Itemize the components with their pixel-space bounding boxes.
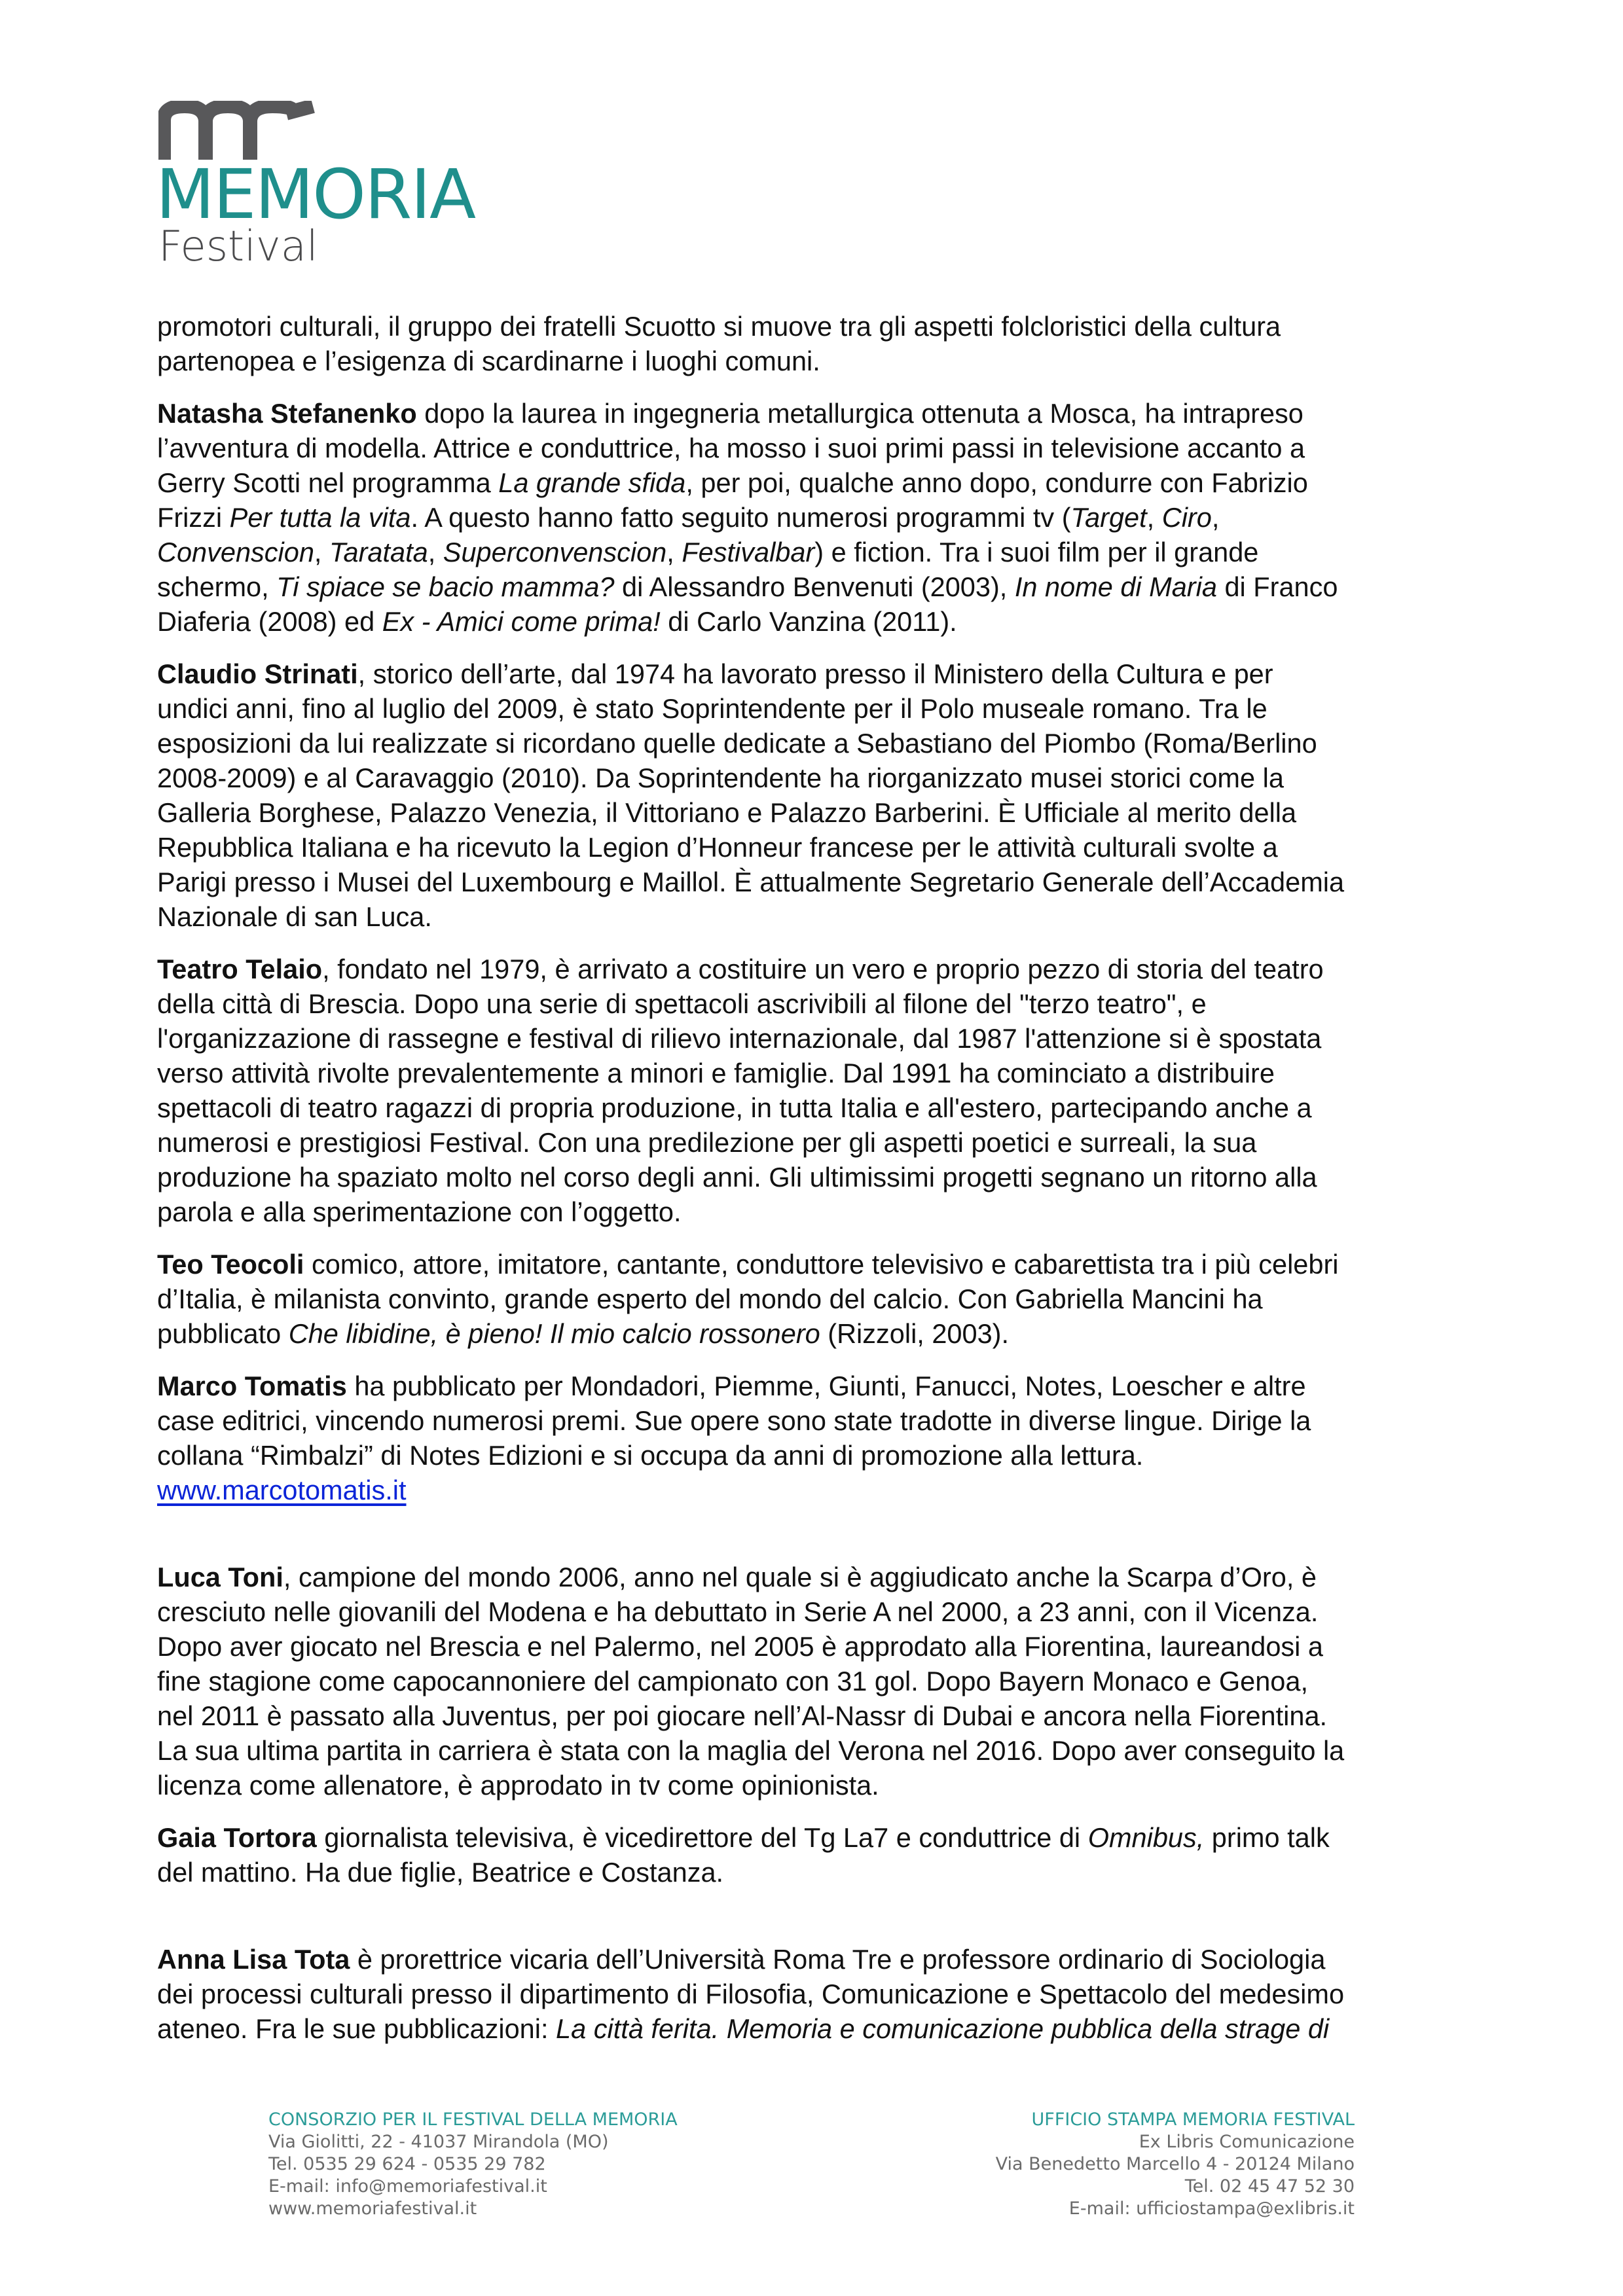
person-name: Claudio Strinati bbox=[157, 658, 358, 689]
text-line bbox=[157, 899, 1493, 934]
work-title: La città ferita. Memoria e comunicazione pubblica della strage di bbox=[556, 2013, 1330, 2044]
work-title: La grande sfida bbox=[498, 467, 686, 498]
bio-paragraph-tota bbox=[157, 1942, 1493, 2046]
text-segment: promotori culturali, il gruppo dei fratelli Scuotto si muove tra gli aspetti folcloristici della cultura bbox=[157, 311, 1281, 342]
text-segment: cresciuto nelle giovanili del Modena e ha debuttato in Serie A nel 2000, a 23 anni, con il Vicenza. bbox=[157, 1596, 1319, 1627]
text-segment: Frizzi bbox=[157, 502, 230, 533]
text-segment: case editrici, vincendo numerosi premi. Sue opere sono state tradotte in diverse lingue. Dirige la bbox=[157, 1405, 1311, 1436]
person-name: Gaia Tortora bbox=[157, 1822, 317, 1853]
work-title: Ex - Amici come prima! bbox=[382, 606, 661, 637]
text-line bbox=[157, 865, 1493, 899]
footer-consortium bbox=[268, 2109, 678, 2220]
footer-press-email[interactable]: E-mail: ufficiostampa@exlibris.it bbox=[1068, 2198, 1355, 2219]
text-line bbox=[157, 1473, 1493, 1507]
text-segment: licenza come allenatore, è approdato in tv come opinionista. bbox=[157, 1770, 879, 1801]
text-segment: , per poi, qualche anno dopo, condurre con Fabrizio bbox=[685, 467, 1308, 498]
text-segment: Diaferia (2008) ed bbox=[157, 606, 382, 637]
footer-consortium-website[interactable]: www.memoriafestival.it bbox=[268, 2198, 477, 2219]
work-title: Che libidine, è pieno! Il mio calcio rossonero bbox=[288, 1318, 820, 1349]
text-line bbox=[157, 1768, 1493, 1803]
person-name: Marco Tomatis bbox=[157, 1371, 347, 1401]
text-segment: Galleria Borghese, Palazzo Venezia, il Vittoriano e Palazzo Barberini. È Ufficiale al merito della bbox=[157, 797, 1297, 828]
work-title: Festivalbar bbox=[682, 537, 815, 567]
text-segment: ateneo. Fra le sue pubblicazioni: bbox=[157, 2013, 556, 2044]
text-segment: partenopea e l’esigenza di scardinarne i luoghi comuni. bbox=[157, 346, 820, 376]
text-segment: , bbox=[1146, 502, 1162, 533]
text-line bbox=[157, 830, 1493, 865]
text-line bbox=[157, 1194, 1493, 1229]
text-segment: schermo, bbox=[157, 571, 277, 602]
memoria-festival-logo bbox=[156, 98, 496, 271]
text-segment: del mattino. Ha due figlie, Beatrice e Costanza. bbox=[157, 1857, 724, 1888]
work-title: Taratata bbox=[329, 537, 428, 567]
text-segment: numerosi e prestigiosi Festival. Con una predilezione per gli aspetti poetici e surreali, la sua bbox=[157, 1127, 1257, 1158]
footer-press-office bbox=[996, 2109, 1355, 2220]
text-segment: , bbox=[1211, 502, 1220, 533]
bio-paragraph-stefanenko bbox=[157, 396, 1493, 639]
work-title: Ti spiace se bacio mamma? bbox=[276, 571, 615, 602]
footer-press-address: Via Benedetto Marcello 4 - 20124 Milano bbox=[995, 2154, 1355, 2174]
text-segment: l'organizzazione di rassegne e festival di rilievo internazionale, dal 1987 l'attenzione si è spostata bbox=[157, 1023, 1322, 1054]
text-line bbox=[157, 1733, 1493, 1768]
text-line bbox=[157, 1282, 1493, 1316]
text-line bbox=[157, 1056, 1493, 1090]
text-segment: Gerry Scotti nel programma bbox=[157, 467, 499, 498]
text-segment: l’avventura di modella. Attrice e conduttrice, ha mosso i suoi primi passi in televisione accanto a bbox=[157, 433, 1305, 463]
text-segment: produzione ha spaziato molto nel corso degli anni. Gli ultimissimi progetti segnano un ritorno alla bbox=[157, 1162, 1317, 1193]
text-segment: di Alessandro Benvenuti (2003), bbox=[614, 571, 1015, 602]
logo-subtitle: Festival bbox=[158, 223, 318, 271]
work-title: Per tutta la vita bbox=[229, 502, 411, 533]
text-line bbox=[157, 1820, 1493, 1855]
text-segment: è prorettrice vicaria dell’Università Roma Tre e professore ordinario di Sociologia bbox=[350, 1944, 1326, 1975]
bio-paragraph-strinati bbox=[157, 656, 1493, 934]
text-line bbox=[157, 1629, 1493, 1664]
text-segment: (Rizzoli, 2003). bbox=[820, 1318, 1010, 1349]
text-line bbox=[157, 726, 1493, 761]
text-line bbox=[157, 344, 1493, 378]
person-name: Anna Lisa Tota bbox=[157, 1944, 350, 1975]
footer-consortium-phone: Tel. 0535 29 624 - 0535 29 782 bbox=[268, 2154, 546, 2174]
text-line bbox=[157, 1438, 1493, 1473]
text-segment: della città di Brescia. Dopo una serie di spettacoli ascrivibili al filone del "terzo teatro", e bbox=[157, 988, 1207, 1019]
work-title: Superconvenscion bbox=[443, 537, 667, 567]
text-line bbox=[157, 2011, 1493, 2046]
footer-consortium-address: Via Giolitti, 22 - 41037 Mirandola (MO) bbox=[268, 2132, 609, 2152]
text-line bbox=[157, 952, 1493, 986]
text-segment: giornalista televisiva, è vicedirettore del Tg La7 e conduttrice di bbox=[316, 1822, 1088, 1853]
text-line bbox=[157, 761, 1493, 795]
footer-consortium-heading: CONSORZIO PER IL FESTIVAL DELLA MEMORIA bbox=[268, 2109, 678, 2130]
text-segment: collana “Rimbalzi” di Notes Edizioni e si occupa da anni di promozione alla lettura. bbox=[157, 1440, 1144, 1471]
text-segment: ha pubblicato per Mondadori, Piemme, Giunti, Fanucci, Notes, Loescher e altre bbox=[346, 1371, 1306, 1401]
text-segment: comico, attore, imitatore, cantante, conduttore televisivo e cabarettista tra i più celebri bbox=[304, 1249, 1339, 1280]
text-line bbox=[157, 1160, 1493, 1194]
text-line bbox=[157, 1369, 1493, 1403]
text-segment: , fondato nel 1979, è arrivato a costituire un vero e proprio pezzo di storia del teatro bbox=[322, 954, 1324, 984]
text-segment: undici anni, fino al luglio del 2009, è stato Soprintendente per il Polo museale romano. Tra le bbox=[157, 693, 1267, 724]
text-segment: Nazionale di san Luca. bbox=[157, 901, 432, 932]
text-line bbox=[157, 1977, 1493, 2011]
work-title: Convenscion bbox=[157, 537, 314, 567]
text-segment: , storico dell’arte, dal 1974 ha lavorato presso il Ministero della Cultura e per bbox=[357, 658, 1273, 689]
text-segment: Dopo aver giocato nel Brescia e nel Palermo, nel 2005 è approdato alla Fiorentina, laureandosi a bbox=[157, 1631, 1324, 1662]
text-segment: La sua ultima partita in carriera è stata con la maglia del Verona nel 2016. Dopo aver conseguito la bbox=[157, 1735, 1345, 1766]
text-line bbox=[157, 1090, 1493, 1125]
footer-consortium-email[interactable]: E-mail: info@memoriafestival.it bbox=[268, 2176, 547, 2197]
work-title: In nome di Maria bbox=[1014, 571, 1217, 602]
person-name: Teatro Telaio bbox=[157, 954, 323, 984]
work-title: Omnibus, bbox=[1087, 1822, 1205, 1853]
text-segment: primo talk bbox=[1204, 1822, 1330, 1853]
text-segment: fine stagione come capocannoniere del campionato con 31 gol. Dopo Bayern Monaco e Genoa, bbox=[157, 1666, 1308, 1696]
text-segment: ) e fiction. Tra i suoi film per il grande bbox=[814, 537, 1259, 567]
text-line bbox=[157, 465, 1493, 500]
text-segment: pubblicato bbox=[157, 1318, 289, 1349]
text-line bbox=[157, 1855, 1493, 1890]
text-line bbox=[157, 604, 1493, 639]
text-line bbox=[157, 986, 1493, 1021]
text-line bbox=[157, 396, 1493, 431]
text-line bbox=[157, 691, 1493, 726]
text-segment: , bbox=[666, 537, 682, 567]
text-segment: , campione del mondo 2006, anno nel quale si è aggiudicato anche la Scarpa d’Oro, è bbox=[283, 1562, 1317, 1592]
text-segment: di Carlo Vanzina (2011). bbox=[660, 606, 957, 637]
text-segment: d’Italia, è milanista convinto, grande esperto del mondo del calcio. Con Gabriella Mancini ha bbox=[157, 1283, 1263, 1314]
text-line bbox=[157, 309, 1493, 344]
text-line bbox=[157, 1316, 1493, 1351]
footer-press-phone: Tel. 02 45 47 52 30 bbox=[1184, 2176, 1355, 2197]
text-line bbox=[157, 1664, 1493, 1698]
person-name: Teo Teocoli bbox=[157, 1249, 304, 1280]
text-segment: Parigi presso i Musei del Luxembourg e Maillol. È attualmente Segretario Generale dell’Accademia bbox=[157, 867, 1345, 897]
text-segment: parola e alla sperimentazione con l’oggetto. bbox=[157, 1196, 682, 1227]
bio-paragraph-teocoli bbox=[157, 1247, 1493, 1351]
work-title: Target bbox=[1070, 502, 1147, 533]
person-name: Natasha Stefanenko bbox=[157, 398, 417, 429]
text-segment: , bbox=[428, 537, 443, 567]
text-line bbox=[157, 656, 1493, 691]
text-line bbox=[157, 431, 1493, 465]
website-link[interactable]: www.marcotomatis.it bbox=[157, 1475, 407, 1505]
text-line bbox=[157, 1594, 1493, 1629]
text-line bbox=[157, 1942, 1493, 1977]
text-line bbox=[157, 795, 1493, 830]
footer-press-company: Ex Libris Comunicazione bbox=[1139, 2132, 1355, 2152]
person-name: Luca Toni bbox=[157, 1562, 283, 1592]
text-line bbox=[157, 1403, 1493, 1438]
text-line bbox=[157, 1021, 1493, 1056]
text-segment: spettacoli di teatro ragazzi di propria produzione, in tutta Italia e all'estero, partecipando anche a bbox=[157, 1092, 1312, 1123]
text-segment: , bbox=[314, 537, 329, 567]
text-line bbox=[157, 1698, 1493, 1733]
text-line bbox=[157, 1560, 1493, 1594]
text-segment: nel 2011 è passato alla Juventus, per poi giocare nell’Al-Nassr di Dubai e ancora nella Fiorentina. bbox=[157, 1700, 1328, 1731]
bio-paragraph-toni bbox=[157, 1560, 1493, 1803]
text-segment: esposizioni da lui realizzate si ricordano quelle dedicate a Sebastiano del Piombo (Roma/Berlino bbox=[157, 728, 1317, 759]
bio-paragraph-tomatis bbox=[157, 1369, 1493, 1507]
logo-wordmark: MEMORIA bbox=[156, 154, 475, 234]
text-line bbox=[157, 535, 1493, 569]
text-segment: Repubblica Italiana e ha ricevuto la Legion d’Honneur francese per le attività culturali svolte a bbox=[157, 832, 1278, 863]
text-line bbox=[157, 1125, 1493, 1160]
logo-mark-icon bbox=[158, 101, 319, 160]
work-title: Ciro bbox=[1161, 502, 1212, 533]
bio-paragraph-scuotto bbox=[157, 309, 1493, 378]
text-segment: dei processi culturali presso il dipartimento di Filosofia, Comunicazione e Spettacolo del medesimo bbox=[157, 1979, 1345, 2009]
text-line bbox=[157, 1247, 1493, 1282]
text-segment: di Franco bbox=[1216, 571, 1338, 602]
text-segment: verso attività rivolte prevalentemente a minori e famiglie. Dal 1991 ha cominciato a distribuire bbox=[157, 1058, 1275, 1088]
text-segment: . A questo hanno fatto seguito numerosi programmi tv ( bbox=[410, 502, 1071, 533]
bio-paragraph-tortora bbox=[157, 1820, 1493, 1890]
bio-paragraph-telaio bbox=[157, 952, 1493, 1229]
footer-press-heading: UFFICIO STAMPA MEMORIA FESTIVAL bbox=[1031, 2109, 1355, 2130]
text-segment: 2008-2009) e al Caravaggio (2010). Da Soprintendente ha riorganizzato musei storici come la bbox=[157, 762, 1284, 793]
text-line bbox=[157, 500, 1493, 535]
document-body bbox=[157, 309, 1493, 2064]
text-segment: dopo la laurea in ingegneria metallurgica ottenuta a Mosca, ha intrapreso bbox=[416, 398, 1304, 429]
text-line bbox=[157, 569, 1493, 604]
